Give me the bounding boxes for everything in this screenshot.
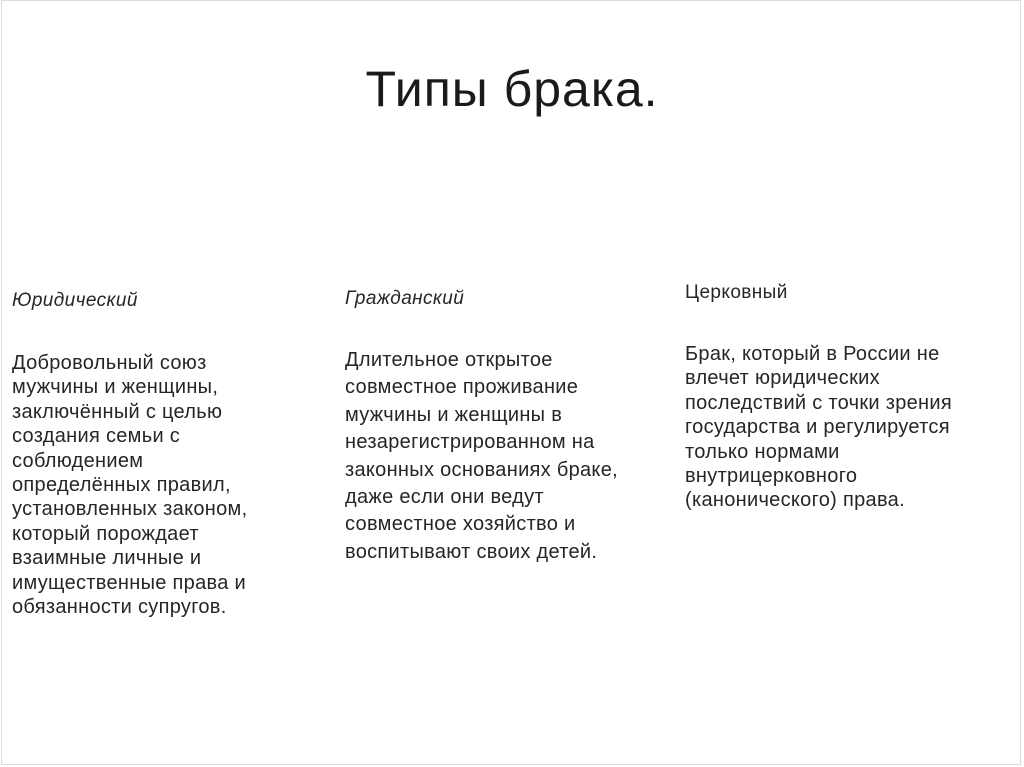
body-line: Брак, который в России не [685,343,940,365]
body-line: определённых правил, [12,474,231,497]
slide-title: Типы брака. [365,61,659,117]
column-body [345,347,618,566]
body-line: установленных законом, [12,498,248,521]
body-line: совместное хозяйство и [345,513,576,536]
column-body [685,342,952,513]
body-line: который порождает [12,522,199,545]
body-line: законных основаниях браке, [345,458,618,481]
body-line: обязанности супругов. [12,596,227,619]
body-line: создания семьи с [12,425,181,448]
body-line: внутрицерковного [685,465,858,488]
body-line: взаимные личные и [12,547,202,570]
body-line: (канонического) права. [685,489,905,512]
body-line: Добровольный союз [12,352,207,374]
body-line: мужчины и женщины, [12,376,219,399]
column-heading: Юридический [12,290,138,311]
body-line: мужчины и женщины в [345,403,563,426]
column-heading: Церковный [685,282,788,303]
body-line: только нормами [685,440,840,463]
body-line: незарегистрированном на [345,431,595,454]
body-line: государства и регулируется [685,416,950,439]
column-body [12,351,247,619]
body-line: воспитывают своих детей. [345,540,598,563]
body-line: совместное проживание [345,376,579,399]
body-line: влечет юридических [685,367,880,390]
body-line: имущественные права и [12,571,246,594]
body-line: Длительное открытое [345,349,553,371]
column-heading: Гражданский [345,288,465,309]
body-line: даже если они ведут [345,486,544,509]
body-line: последствий с точки зрения [685,391,952,414]
body-line: соблюдением [12,449,144,472]
body-line: заключённый с целью [12,400,223,423]
